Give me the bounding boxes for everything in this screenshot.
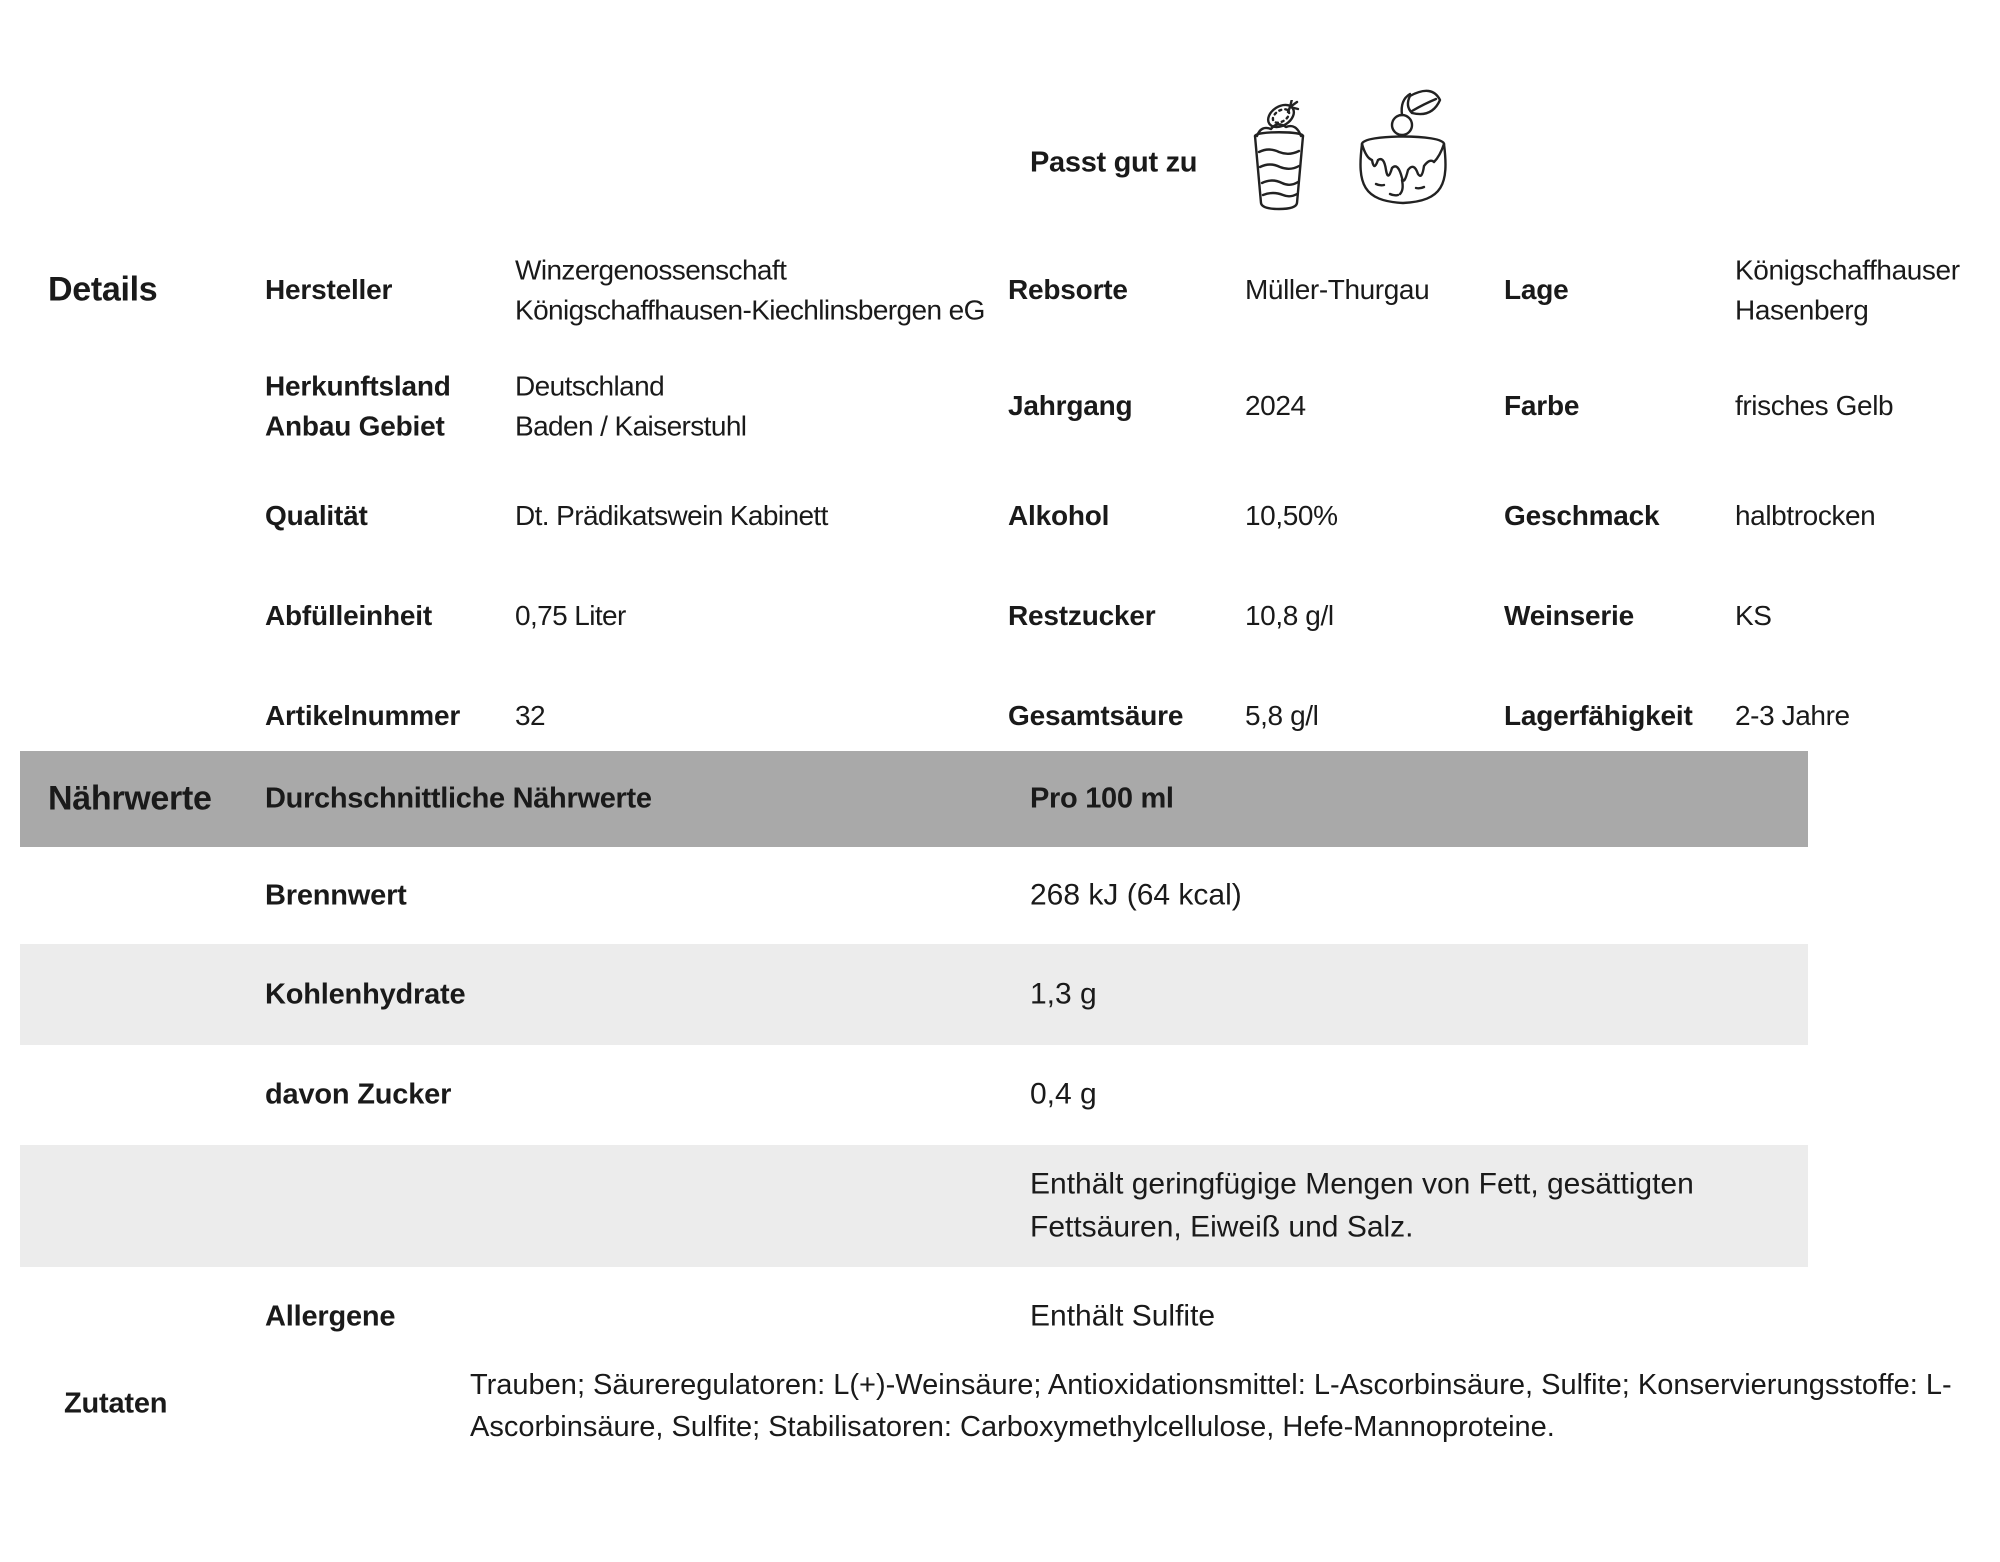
detail-value-rebsorte: Müller-Thurgau [1245, 274, 1430, 306]
detail-value-weinserie: KS [1735, 600, 1772, 632]
detail-value-jahrgang: 2024 [1245, 390, 1306, 422]
detail-label-weinserie: Weinserie [1504, 600, 1634, 632]
nutrition-row-kohlenhydrate: Kohlenhydrate 1,3 g [20, 944, 1808, 1045]
detail-value-hersteller: Winzergenossenschaft Königschaffhausen-Kiechlinsbergen eG [515, 254, 985, 325]
detail-value-qualitaet: Dt. Prädikatswein Kabinett [515, 500, 828, 532]
strawberry-parfait-icon [1238, 100, 1320, 214]
detail-label-lage: Lage [1504, 274, 1569, 306]
detail-label-gesamtsaeure: Gesamtsäure [1008, 700, 1184, 732]
detail-label-rebsorte: Rebsorte [1008, 274, 1128, 306]
nutrition-row-brennwert: Brennwert 268 kJ (64 kcal) [265, 878, 1242, 912]
nutrition-header-bar [20, 751, 1808, 847]
nutrition-row-allergene: Allergene Enthält Sulfite [265, 1299, 1216, 1333]
detail-value-restzucker: 10,8 g/l [1245, 600, 1334, 632]
detail-label-artikelnummer: Artikelnummer [265, 700, 461, 732]
nutrition-row-spurenhinweis: Enthält geringfügige Mengen von Fett, gesättigten Fettsäuren, Eiweiß und Salz. [20, 1145, 1808, 1267]
detail-label-restzucker: Restzucker [1008, 600, 1156, 632]
detail-label-hersteller: Hersteller [265, 274, 393, 306]
detail-value-farbe: frisches Gelb [1735, 390, 1894, 422]
details-section-title: Details [48, 270, 158, 309]
detail-value-alkohol: 10,50% [1245, 500, 1338, 532]
detail-label-alkohol: Alkohol [1008, 500, 1110, 532]
detail-value-geschmack: halbtrocken [1735, 500, 1876, 532]
detail-label-herkunftsland: Herkunftsland Anbau Gebiet [265, 370, 451, 441]
detail-value-lagerfaehigkeit: 2-3 Jahre [1735, 700, 1850, 732]
detail-label-qualitaet: Qualität [265, 500, 368, 532]
detail-value-abfuelleinheit: 0,75 Liter [515, 600, 626, 632]
detail-value-artikelnummer: 32 [515, 700, 545, 732]
detail-value-lage: Königschaffhauser Hasenberg [1735, 254, 1960, 325]
pairing-label: Passt gut zu [1030, 146, 1198, 179]
ingredients-text: Trauben; Säureregulatoren: L(+)-Weinsäure; Antioxidationsmittel: L-Ascorbinsäure, Sulfite; Konservierungsstoffe: L-Ascorbinsäure, Sulfite; Stabilisatoren: Carboxymethylcellulose, Hefe-Mannoproteine. [470, 1368, 1952, 1443]
glazed-cake-icon [1346, 84, 1458, 214]
detail-label-geschmack: Geschmack [1504, 500, 1660, 532]
detail-label-abfuelleinheit: Abfülleinheit [265, 600, 432, 632]
nutrition-row-davon-zucker: davon Zucker 0,4 g [265, 1077, 1097, 1111]
detail-label-farbe: Farbe [1504, 390, 1580, 422]
nutrition-header-label: Durchschnittliche Nährwerte [265, 782, 652, 815]
detail-value-gesamtsaeure: 5,8 g/l [1245, 700, 1319, 732]
detail-label-lagerfaehigkeit: Lagerfähigkeit [1504, 700, 1693, 732]
nutrition-header-per: Pro 100 ml [1030, 782, 1174, 815]
detail-label-jahrgang: Jahrgang [1008, 390, 1133, 422]
ingredients-label: Zutaten [64, 1387, 168, 1420]
nutrition-section-title: Nährwerte [48, 779, 212, 818]
detail-value-herkunftsland: Deutschland Baden / Kaiserstuhl [515, 370, 747, 441]
